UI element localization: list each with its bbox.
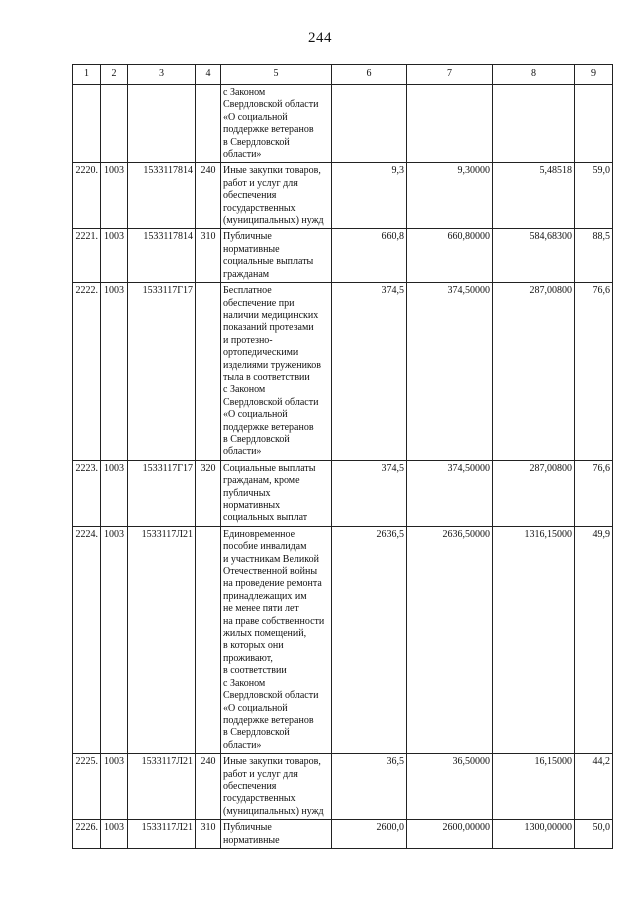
row-col6: 374,5 xyxy=(332,460,407,526)
table-row-continuation xyxy=(73,85,613,163)
header-col-2: 2 xyxy=(101,65,128,85)
row-section: 1003 xyxy=(101,820,128,849)
row-number: 2225. xyxy=(73,754,101,820)
row-col9: 88,5 xyxy=(575,229,613,283)
row-section: 1003 xyxy=(101,229,128,283)
row-col7: 374,50000 xyxy=(407,460,493,526)
row-number: 2222. xyxy=(73,283,101,461)
row-type: 310 xyxy=(196,820,221,849)
row-section: 1003 xyxy=(101,526,128,753)
row-col6: 2636,5 xyxy=(332,526,407,753)
table-row xyxy=(73,283,613,461)
row-col9: 50,0 xyxy=(575,820,613,849)
row-col9: 76,6 xyxy=(575,283,613,461)
row-col6: 660,8 xyxy=(332,229,407,283)
row-section: 1003 xyxy=(101,283,128,461)
header-col-1: 1 xyxy=(73,65,101,85)
row-code: 1533117Г17 xyxy=(128,460,196,526)
row-code: 1533117Г17 xyxy=(128,283,196,461)
table-row xyxy=(73,526,613,753)
row-col6: 2600,0 xyxy=(332,820,407,849)
row-code: 1533117814 xyxy=(128,229,196,283)
row-section: 1003 xyxy=(101,460,128,526)
header-col-8: 8 xyxy=(493,65,575,85)
row-col8: 1316,15000 xyxy=(493,526,575,753)
row-number: 2223. xyxy=(73,460,101,526)
row-type: 240 xyxy=(196,754,221,820)
header-col-7: 7 xyxy=(407,65,493,85)
row-col7: 9,30000 xyxy=(407,163,493,229)
row-col9: 44,2 xyxy=(575,754,613,820)
header-col-6: 6 xyxy=(332,65,407,85)
row-description: Социальные выплаты гражданам, кроме публичных нормативных социальных выплат xyxy=(221,460,332,526)
table-row xyxy=(73,163,613,229)
row-code: 1533117Л21 xyxy=(128,526,196,753)
row-type: 240 xyxy=(196,163,221,229)
budget-table xyxy=(72,64,613,849)
row-description: Публичные нормативные социальные выплаты гражданам xyxy=(221,229,332,283)
row-col8: 1300,00000 xyxy=(493,820,575,849)
row-col9: 76,6 xyxy=(575,460,613,526)
row-col8: 287,00800 xyxy=(493,283,575,461)
row-col7: 2636,50000 xyxy=(407,526,493,753)
table-row xyxy=(73,229,613,283)
row-col7: 2600,00000 xyxy=(407,820,493,849)
row-col6: 9,3 xyxy=(332,163,407,229)
header-col-5: 5 xyxy=(221,65,332,85)
row-description: Единовременное пособие инвалидам и участникам Великой Отечественной войны на проведение ремонта принадлежащих им не менее пяти лет на праве собственности жилых помещений, в которых они проживают, в соответствии с Законом Свердловской области «О социальной поддержке ветеранов в Свердловской области» xyxy=(221,526,332,753)
row-number: 2221. xyxy=(73,229,101,283)
row-col8: 16,15000 xyxy=(493,754,575,820)
row-description: Иные закупки товаров, работ и услуг для обеспечения государственных (муниципальных) нужд xyxy=(221,163,332,229)
header-col-3: 3 xyxy=(128,65,196,85)
table-row xyxy=(73,754,613,820)
header-col-4: 4 xyxy=(196,65,221,85)
row-type: 310 xyxy=(196,229,221,283)
row-description: Бесплатное обеспечение при наличии медицинских показаний протезами и протезно- ортопедическими изделиями тружеников тыла в соответствии с Законом Свердловской области «О социальной поддержке ветеранов в Свердловской области» xyxy=(221,283,332,461)
header-row xyxy=(73,65,613,85)
row-col7: 660,80000 xyxy=(407,229,493,283)
row-type: 320 xyxy=(196,460,221,526)
row-code: 1533117Л21 xyxy=(128,820,196,849)
row-col9: 49,9 xyxy=(575,526,613,753)
page-number: 244 xyxy=(308,30,332,46)
table-row xyxy=(73,460,613,526)
row-col6: 36,5 xyxy=(332,754,407,820)
row-number: 2224. xyxy=(73,526,101,753)
row-col8: 287,00800 xyxy=(493,460,575,526)
row-col8: 5,48518 xyxy=(493,163,575,229)
row-description: Публичные нормативные xyxy=(221,820,332,849)
table-row xyxy=(73,820,613,849)
row-description: с Законом Свердловской области «О социальной поддержке ветеранов в Свердловской области» xyxy=(221,85,332,163)
row-col7: 36,50000 xyxy=(407,754,493,820)
row-section: 1003 xyxy=(101,754,128,820)
row-section: 1003 xyxy=(101,163,128,229)
row-col6: 374,5 xyxy=(332,283,407,461)
row-number: 2226. xyxy=(73,820,101,849)
row-description: Иные закупки товаров, работ и услуг для обеспечения государственных (муниципальных) нужд xyxy=(221,754,332,820)
row-type xyxy=(196,283,221,461)
row-col8: 584,68300 xyxy=(493,229,575,283)
row-code: 1533117Л21 xyxy=(128,754,196,820)
header-col-9: 9 xyxy=(575,65,613,85)
row-type xyxy=(196,526,221,753)
row-col9: 59,0 xyxy=(575,163,613,229)
row-code: 1533117814 xyxy=(128,163,196,229)
row-number: 2220. xyxy=(73,163,101,229)
row-col7: 374,50000 xyxy=(407,283,493,461)
